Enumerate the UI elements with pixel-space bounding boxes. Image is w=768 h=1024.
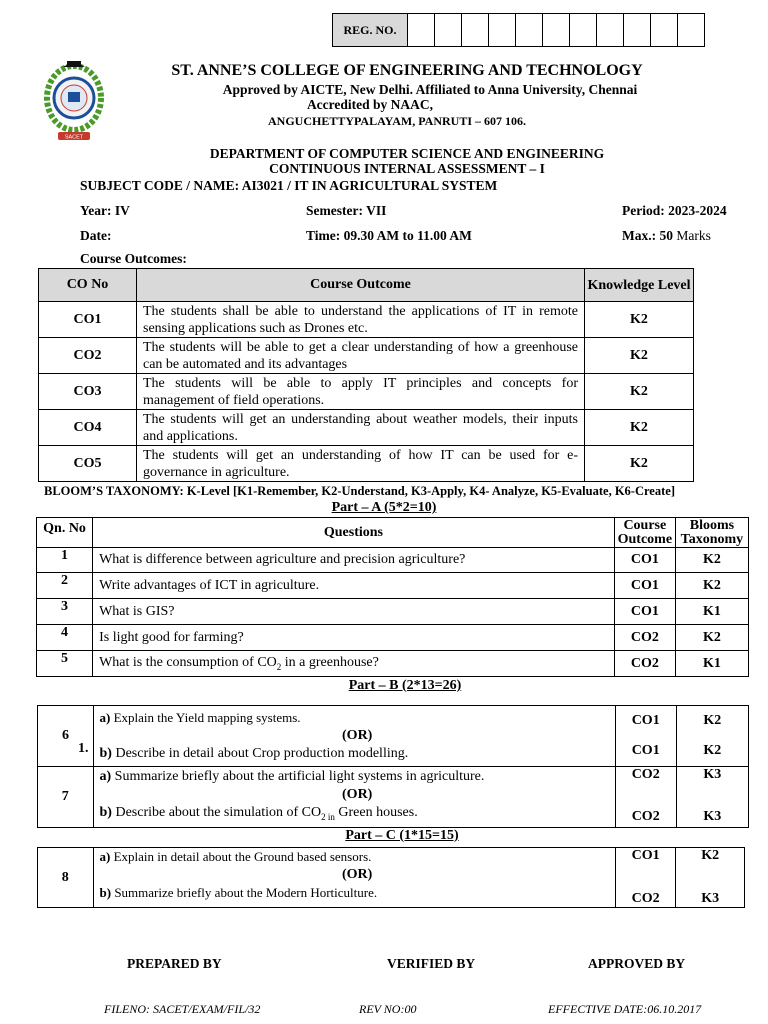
option-b-label: b): [99, 885, 112, 900]
question-co: CO1: [614, 599, 675, 625]
question-text: What is GIS?: [93, 599, 615, 625]
option-b-text-end: Green houses.: [334, 805, 418, 821]
course-outcome-table: [38, 268, 694, 482]
assessment-title: CONTINUOUS INTERNAL ASSESSMENT – I: [269, 161, 545, 176]
effective-date: EFFECTIVE DATE:06.10.2017: [548, 1002, 702, 1016]
file-number: FILENO: SACET/EXAM/FIL/32: [104, 1002, 261, 1016]
co-b: CO1: [631, 743, 660, 758]
table-row: [38, 767, 749, 828]
college-address: ANGUCHETTYPALAYAM, PANRUTI – 607 106.: [267, 114, 527, 128]
question-co: CO2: [614, 625, 675, 651]
bt-a: K2: [701, 848, 720, 863]
part-a-table: [36, 517, 749, 677]
table-row: [38, 706, 749, 767]
question-co: CO1: [614, 573, 675, 599]
max-marks-label: Max.:: [622, 228, 657, 243]
co2-subscript: 2 in: [321, 811, 335, 822]
part-b-table: [37, 705, 749, 828]
co-b: CO2: [631, 891, 660, 906]
co-number: CO4: [39, 410, 137, 446]
question-text: What is difference between agriculture and precision agriculture?: [93, 548, 615, 573]
co-number: CO5: [39, 446, 137, 482]
max-marks: [622, 228, 711, 244]
date: Date:: [80, 228, 112, 243]
approved-by: APPROVED BY: [588, 956, 686, 971]
logo-text: SACET: [64, 134, 84, 141]
question-co: [615, 848, 676, 908]
co-number: CO3: [39, 374, 137, 410]
question-number-cell: [38, 706, 94, 767]
question-text: [93, 848, 615, 908]
co-level: K2: [585, 410, 694, 446]
co-number: CO2: [39, 338, 137, 374]
table-row: [37, 625, 749, 651]
co-outcome-text: The students will be able to get a clear understanding of how a greenhouse can be automated and its advantages: [137, 338, 585, 374]
bt-b: K3: [703, 809, 722, 824]
question-number: 1: [37, 548, 93, 573]
semester: Semester: VII: [306, 203, 387, 218]
question-bt: K1: [675, 599, 748, 625]
co-header-no: CO No: [39, 269, 137, 302]
question-text-end: in a greenhouse?: [281, 655, 379, 671]
table-row: [37, 548, 749, 573]
question-number: 7: [38, 767, 94, 828]
question-bt: K2: [675, 625, 748, 651]
part-c-table: [37, 847, 745, 908]
option-b-text: Describe in detail about Crop production modelling.: [115, 746, 409, 761]
part-a-header-no: Qn. No: [37, 518, 93, 548]
question-number: 2: [37, 573, 93, 599]
department-title: DEPARTMENT OF COMPUTER SCIENCE AND ENGINEERING: [209, 146, 605, 161]
prepared-by: PREPARED BY: [127, 956, 222, 971]
reg-no-cell: [516, 14, 543, 47]
question-bt: [676, 767, 748, 828]
part-a-header-bt: Blooms Taxonomy: [675, 518, 748, 548]
bt-b: K2: [703, 743, 722, 758]
option-b-text: Summarize briefly about the Modern Horticulture.: [114, 885, 378, 900]
table-row: [39, 410, 694, 446]
reg-no-cell: [597, 14, 624, 47]
table-row: [39, 338, 694, 374]
option-a-label: a): [99, 769, 112, 785]
co-level: K2: [585, 374, 694, 410]
option-a-text: Explain the Yield mapping systems.: [113, 710, 301, 725]
college-affiliation: Approved by AICTE, New Delhi. Affiliated to Anna University, Chennai: [222, 82, 638, 97]
option-a-label: a): [99, 849, 111, 864]
co-level: K2: [585, 338, 694, 374]
question-text: [93, 706, 615, 767]
reg-no-box: [332, 13, 705, 47]
or-separator: (OR): [342, 787, 373, 803]
option-a-label: a): [99, 710, 111, 725]
table-row: [37, 573, 749, 599]
question-number: 5: [37, 651, 93, 677]
co-outcome-text: The students will be able to apply IT principles and concepts for management of field operations.: [137, 374, 585, 410]
or-separator: (OR): [342, 728, 373, 743]
max-marks-unit: Marks: [676, 228, 711, 243]
bt-a: K2: [703, 713, 722, 728]
college-logo-icon: [44, 58, 104, 144]
co-number: CO1: [39, 302, 137, 338]
course-outcomes-heading: Course Outcomes:: [80, 251, 187, 266]
question-co: [615, 767, 676, 828]
question-number: 6: [62, 728, 69, 743]
year: Year: IV: [80, 203, 130, 218]
question-co: CO1: [614, 548, 675, 573]
option-b-label: b): [99, 805, 112, 821]
question-text-start: What is the consumption of CO: [99, 655, 277, 671]
option-b-text: Describe about the simulation of CO: [115, 805, 322, 821]
college-accreditation: Accredited by NAAC,: [306, 97, 434, 112]
option-a-text: Explain in detail about the Ground based sensors.: [113, 849, 372, 864]
option-b-label: b): [99, 746, 112, 761]
question-number: 8: [38, 848, 94, 908]
question-text: [93, 651, 615, 677]
option-a-text: Summarize briefly about the artificial light systems in agriculture.: [114, 769, 485, 785]
question-bt: [676, 706, 748, 767]
co-level: K2: [585, 446, 694, 482]
part-b-title: Part – B (2*13=26): [348, 678, 462, 693]
subject-line: SUBJECT CODE / NAME: AI3021 / IT IN AGRICULTURAL SYSTEM: [80, 178, 498, 193]
question-text: [93, 767, 615, 828]
question-number: 4: [37, 625, 93, 651]
part-a-header-questions: Questions: [93, 518, 615, 548]
time: Time: 09.30 AM to 11.00 AM: [306, 228, 472, 243]
co-outcome-text: The students shall be able to understand the applications of IT in remote sensing applications such as Drones etc.: [137, 302, 585, 338]
table-row: [39, 302, 694, 338]
table-row: [37, 599, 749, 625]
co-a: CO1: [631, 848, 660, 863]
question-co: CO2: [614, 651, 675, 677]
co-header-level: Knowledge Level: [585, 269, 694, 302]
reg-no-label: REG. NO.: [333, 14, 408, 47]
question-bt: K2: [675, 573, 748, 599]
co-header-outcome: Course Outcome: [137, 269, 585, 302]
reg-no-cell: [624, 14, 651, 47]
bt-b: K3: [701, 891, 720, 906]
question-text: Write advantages of ICT in agriculture.: [93, 573, 615, 599]
reg-no-cell: [408, 14, 435, 47]
co-b: CO2: [631, 809, 660, 824]
co2-subscript: 2: [276, 661, 282, 672]
reg-no-cell: [543, 14, 570, 47]
question-co: [615, 706, 676, 767]
period: Period: 2023-2024: [622, 203, 727, 218]
bt-a: K3: [703, 767, 722, 782]
college-logo: [44, 58, 104, 144]
or-separator: (OR): [342, 867, 373, 882]
table-row: [39, 446, 694, 482]
table-row: [37, 651, 749, 677]
part-a-title: Part – A (5*2=10): [331, 500, 437, 515]
question-text: Is light good for farming?: [93, 625, 615, 651]
reg-no-cell: [435, 14, 462, 47]
college-name: ST. ANNE’S COLLEGE OF ENGINEERING AND TECHNOLOGY: [171, 62, 643, 79]
reg-no-cell: [462, 14, 489, 47]
blooms-taxonomy-legend: BLOOM’S TAXONOMY: K-Level [K1-Remember, K2-Understand, K3-Apply, K4- Analyze, K5-Evaluate, K6-Create]: [44, 484, 675, 498]
reg-no-cell: [570, 14, 597, 47]
revision-number: REV NO:00: [359, 1002, 417, 1016]
reg-no-cell: [489, 14, 516, 47]
co-outcome-text: The students will get an understanding of how IT can be used for e-governance in agriculture.: [137, 446, 585, 482]
co-a: CO1: [631, 713, 660, 728]
reg-no-cell: [651, 14, 678, 47]
question-bt: K2: [675, 548, 748, 573]
co-outcome-text: The students will get an understanding about weather models, their inputs and applications.: [137, 410, 585, 446]
question-extra-number: 1.: [78, 741, 89, 756]
question-bt: K1: [675, 651, 748, 677]
verified-by: VERIFIED BY: [387, 956, 476, 971]
question-number: 3: [37, 599, 93, 625]
co-level: K2: [585, 302, 694, 338]
part-a-header-co: Course Outcome: [614, 518, 675, 548]
part-c-title: Part – C (1*15=15): [345, 828, 459, 843]
table-row: [39, 374, 694, 410]
reg-no-cell: [678, 14, 705, 47]
max-marks-value: 50: [659, 228, 673, 243]
co-a: CO2: [631, 767, 660, 782]
table-row: [38, 848, 745, 908]
question-bt: [676, 848, 745, 908]
